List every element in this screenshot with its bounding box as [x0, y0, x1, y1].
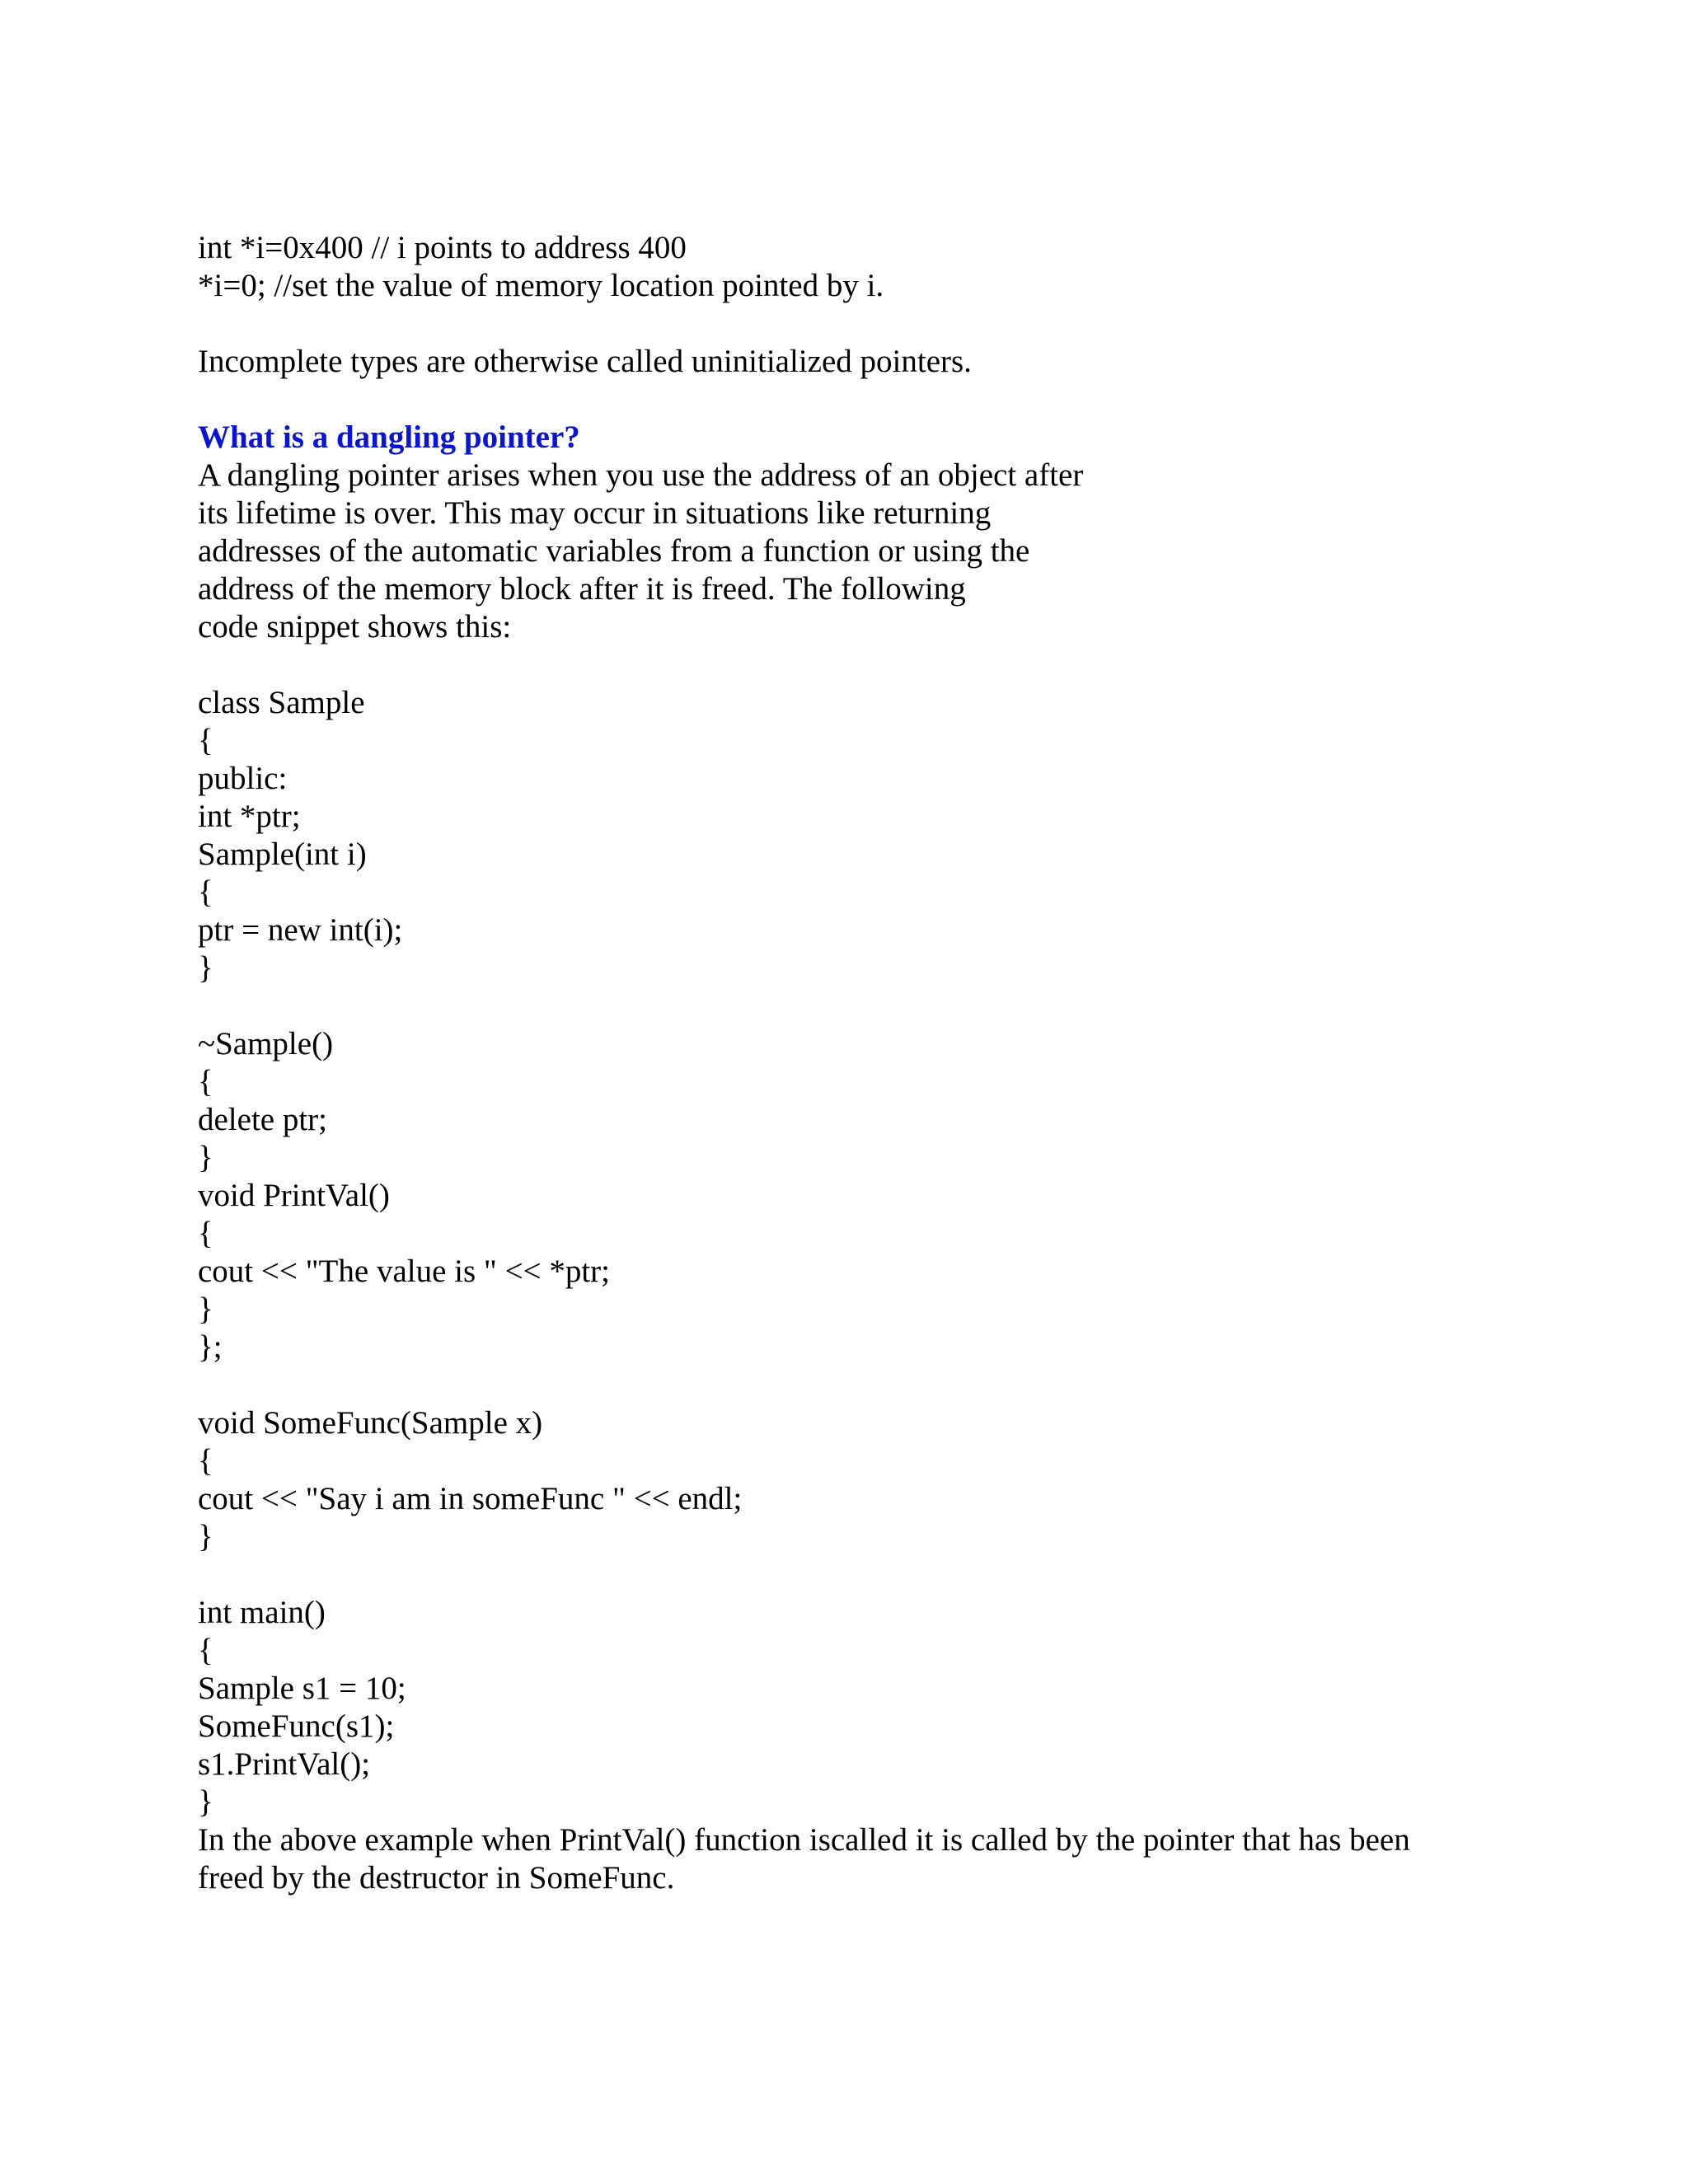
section-heading: What is a dangling pointer?: [198, 419, 580, 455]
code-line: ~Sample(): [198, 1026, 334, 1062]
class-code-block-part2: [198, 1025, 1599, 1366]
code-line: public:: [198, 761, 288, 796]
code-line: *i=0; //set the value of memory location pointed by i.: [198, 268, 884, 303]
paragraph-line: code snippet shows this:: [198, 609, 512, 644]
code-line: Sample s1 = 10;: [198, 1671, 406, 1706]
spacer: [198, 1366, 1599, 1404]
code-line: {: [198, 1216, 213, 1251]
code-line: {: [198, 874, 213, 910]
main-code-block: [198, 1594, 1599, 1821]
class-code-block-part1: [198, 684, 1599, 987]
code-line: class Sample: [198, 685, 365, 720]
code-line: void SomeFunc(Sample x): [198, 1405, 543, 1441]
code-line: int *ptr;: [198, 799, 301, 834]
intro-code-block: [198, 229, 1599, 305]
paragraph-line: addresses of the automatic variables from a function or using the: [198, 533, 1030, 569]
code-line: {: [198, 1064, 213, 1099]
code-line: delete ptr;: [198, 1102, 328, 1137]
spacer: [198, 646, 1599, 684]
paragraph-line: A dangling pointer arises when you use the address of an object after: [198, 457, 1084, 493]
paragraph-line: In the above example when PrintVal() function iscalled it is called by the pointer that has been: [198, 1822, 1410, 1858]
code-line: }: [198, 1140, 213, 1175]
code-line: int main(): [198, 1595, 326, 1630]
code-line: int *i=0x400 // i points to address 400: [198, 230, 687, 265]
code-line: }: [198, 1291, 213, 1327]
definition-paragraph: [198, 457, 1599, 646]
incomplete-types-note: Incomplete types are otherwise called uninitialized pointers.: [198, 344, 972, 379]
code-line: }: [198, 950, 213, 986]
code-line: ptr = new int(i);: [198, 912, 403, 948]
conclusion-paragraph: [198, 1821, 1599, 1897]
paragraph-line: address of the memory block after it is freed. The following: [198, 571, 966, 607]
code-line: {: [198, 723, 213, 758]
paragraph-line: its lifetime is over. This may occur in situations like returning: [198, 495, 992, 531]
code-line: SomeFunc(s1);: [198, 1708, 395, 1744]
spacer: [198, 1556, 1599, 1594]
spacer: [198, 305, 1599, 343]
spacer: [198, 381, 1599, 419]
code-line: {: [198, 1443, 213, 1479]
paragraph-line: freed by the destructor in SomeFunc.: [198, 1860, 675, 1896]
code-line: {: [198, 1633, 213, 1668]
spacer: [198, 987, 1599, 1025]
code-line: cout << "The value is " << *ptr;: [198, 1254, 610, 1289]
code-line: }: [198, 1784, 213, 1820]
code-line: s1.PrintVal();: [198, 1746, 371, 1782]
document-page: [198, 229, 1599, 1897]
code-line: void PrintVal(): [198, 1178, 390, 1213]
code-line: };: [198, 1329, 223, 1365]
somefunc-code-block: [198, 1404, 1599, 1556]
code-line: Sample(int i): [198, 837, 367, 872]
code-line: cout << "Say i am in someFunc " << endl;: [198, 1481, 743, 1516]
code-line: }: [198, 1519, 213, 1554]
